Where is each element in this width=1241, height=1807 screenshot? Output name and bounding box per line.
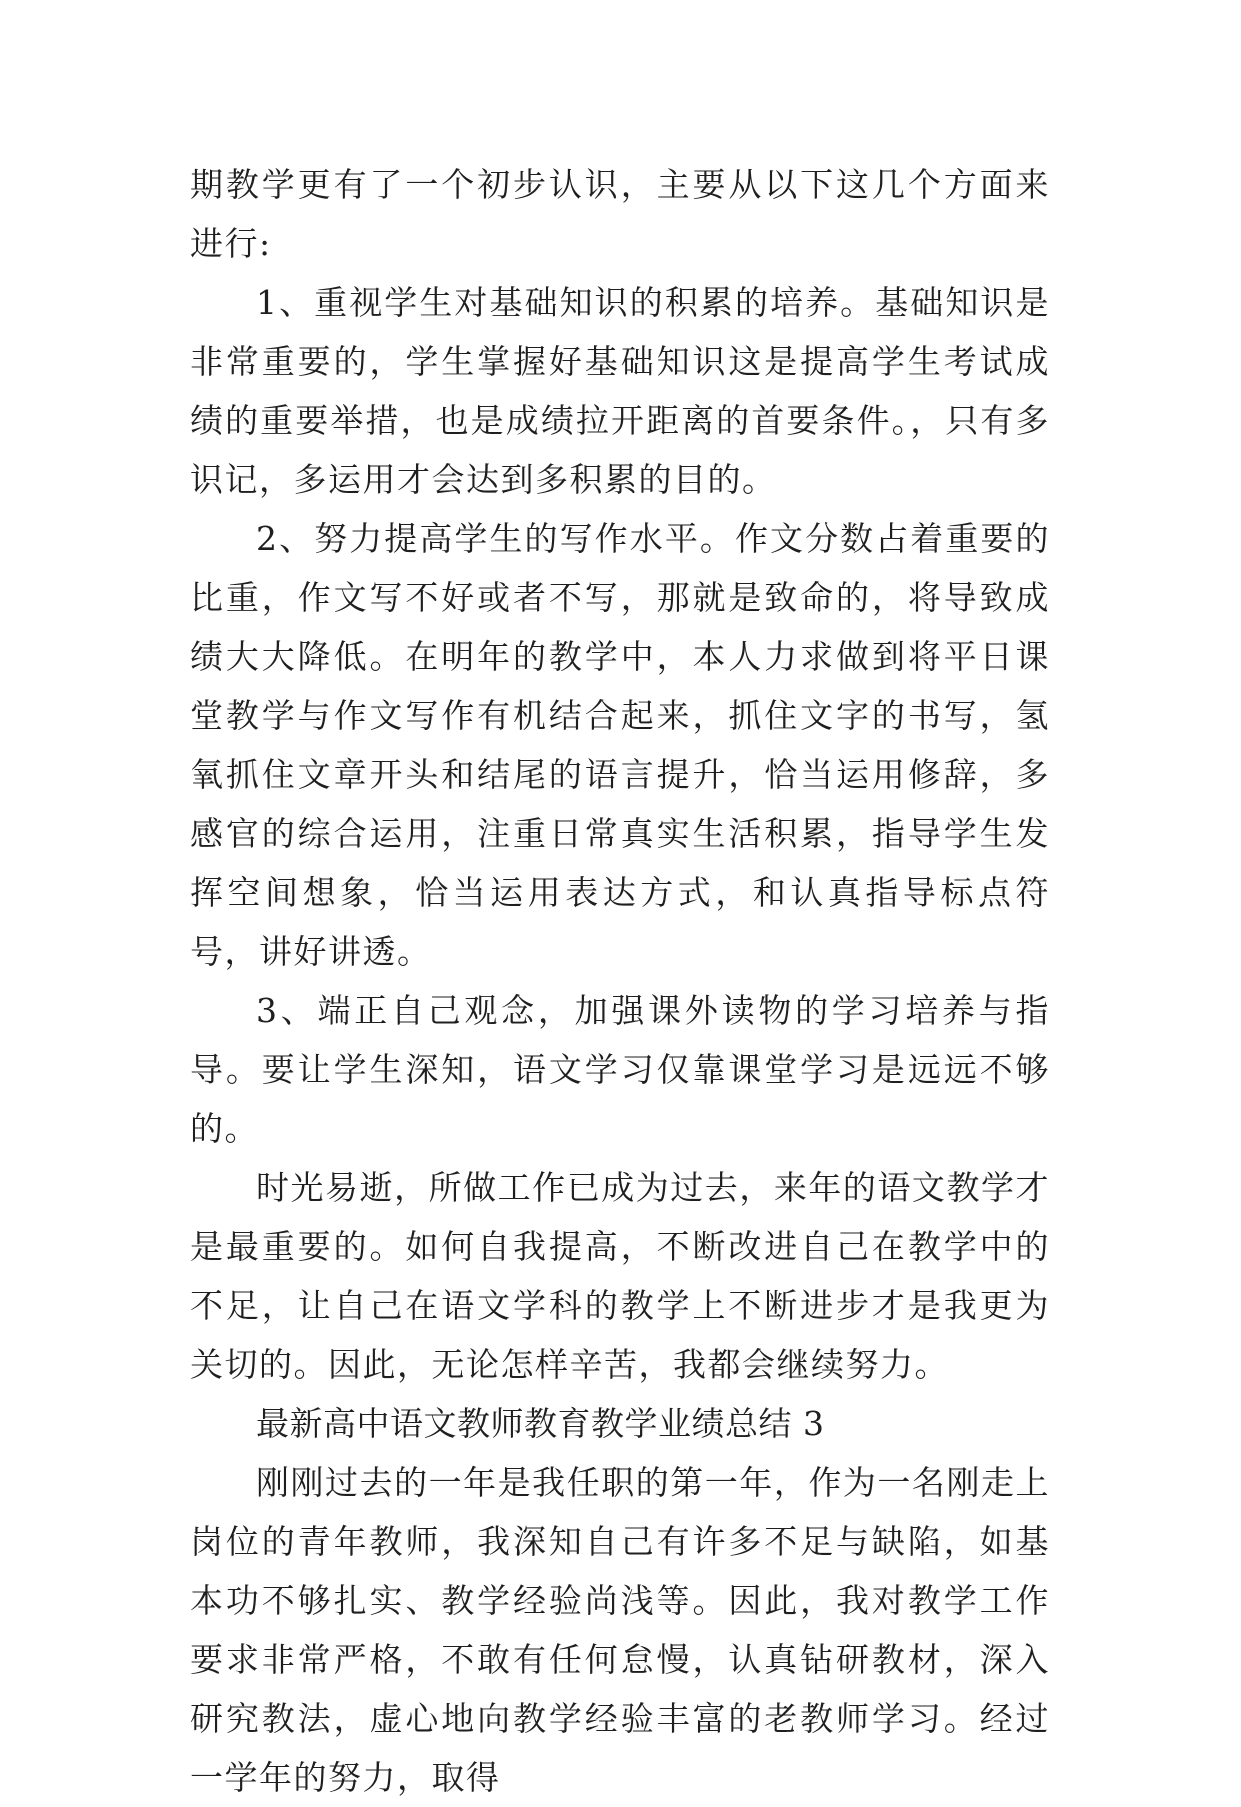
- document-body: [190, 155, 1050, 1807]
- section-heading: 最新高中语文教师教育教学业绩总结 3: [256, 1404, 825, 1443]
- paragraph-continuation: 期教学更有了一个初步认识，主要从以下这几个方面来进行:: [190, 165, 1050, 263]
- paragraph-point-2: 2、努力提高学生的写作水平。作文分数占着重要的比重，作文写不好或者不写，那就是致命的，将导致成绩大大降低。在明年的教学中，本人力求做到将平日课堂教学与作文写作有机结合起来，抓住文字的书写，氢氧抓住文章开头和结尾的语言提升，恰当运用修辞，多感官的综合运用，注重日常真实生活积累，指导学生发挥空间想象，恰当运用表达方式，和认真指导标点符号，讲好讲透。: [190, 519, 1050, 971]
- paragraph-point-3: 3、端正自己观念，加强课外读物的学习培养与指导。要让学生深知，语文学习仅靠课堂学习是远远不够的。: [190, 991, 1050, 1148]
- paragraph-section-3-intro: 刚刚过去的一年是我任职的第一年，作为一名刚走上岗位的青年教师，我深知自己有许多不足与缺陷，如基本功不够扎实、教学经验尚浅等。因此，我对教学工作要求非常严格，不敢有任何怠慢，认真钻研教材，深入研究教法，虚心地向教学经验丰富的老教师学习。经过一学年的努力，取得: [190, 1463, 1050, 1797]
- paragraph-point-1: 1、重视学生对基础知识的积累的培养。基础知识是非常重要的，学生掌握好基础知识这是提高学生考试成绩的重要举措，也是成绩拉开距离的首要条件。，只有多识记，多运用才会达到多积累的目的。: [190, 283, 1050, 499]
- paragraph-conclusion: 时光易逝，所做工作已成为过去，来年的语文教学才是最重要的。如何自我提高，不断改进自己在教学中的不足，让自己在语文学科的教学上不断进步才是我更为关切的。因此，无论怎样辛苦，我都会继续努力。: [190, 1168, 1050, 1384]
